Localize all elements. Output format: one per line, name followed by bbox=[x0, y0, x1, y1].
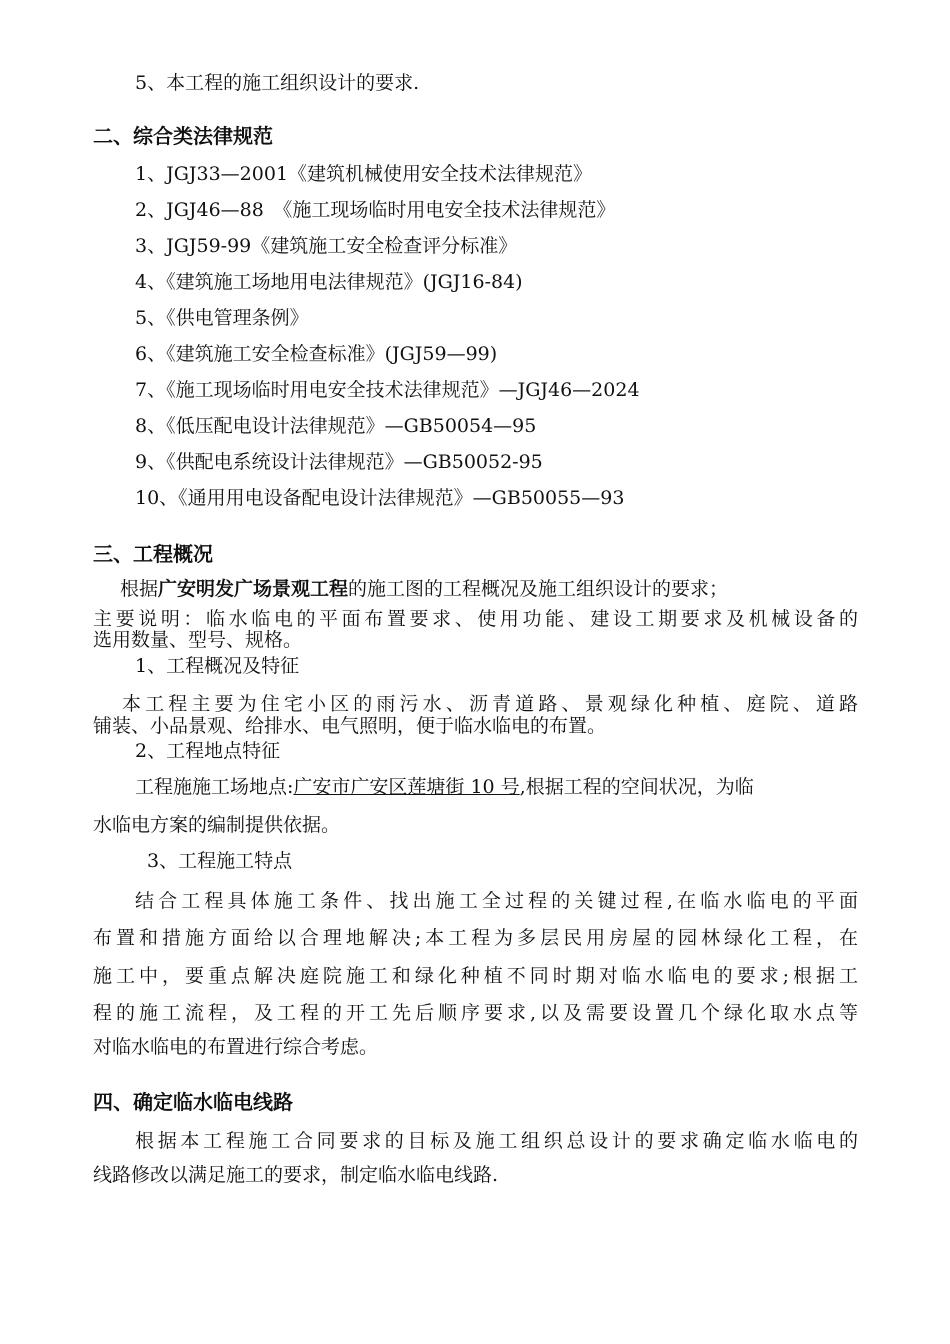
section-2-heading: 二、综合类法律规范 bbox=[93, 124, 273, 148]
section-3-heading: 三、工程概况 bbox=[93, 542, 213, 566]
law-item: 4、《建筑施工场地用电法律规范》(JGJ16-84) bbox=[135, 271, 523, 293]
subsection-1-line-2: 铺装、小品景观、给排水、电气照明，便于临水临电的布置。 bbox=[93, 715, 607, 737]
subsection-3-line: 施工中，要重点解决庭院施工和绿化种植不同时期对临水临电的要求;根据工 bbox=[93, 965, 858, 987]
overview-prefix: 根据 bbox=[120, 578, 159, 600]
overview-suffix: 的施工图的工程概况及施工组织设计的要求； bbox=[348, 578, 729, 600]
overview-paragraph-line-3: 选用数量、型号、规格。 bbox=[93, 629, 303, 651]
overview-paragraph-line-1 bbox=[120, 578, 728, 601]
site-address: 广安市广安区莲塘街 10 号 bbox=[293, 776, 520, 798]
law-item: 9、《供配电系统设计法律规范》—GB50052-95 bbox=[135, 451, 543, 473]
law-item: 3、JGJ59-99《建筑施工安全检查评分标准》 bbox=[135, 235, 518, 257]
section-4-heading: 四、确定临水临电线路 bbox=[93, 1090, 293, 1114]
law-item: 5、《供电管理条例》 bbox=[135, 307, 309, 329]
subsection-3-line: 对临水临电的布置进行综合考虑。 bbox=[93, 1036, 379, 1058]
subsection-2-line-2: 水临电方案的编制提供依据。 bbox=[93, 814, 341, 836]
subsection-3-line: 结合工程具体施工条件、找出施工全过程的关键过程,在临水临电的平面 bbox=[135, 890, 858, 912]
law-item: 2、JGJ46—88 《施工现场临时用电安全技术法律规范》 bbox=[135, 199, 616, 221]
overview-paragraph-line-2: 主要说明：临水临电的平面布置要求、使用功能、建设工期要求及机械设备的 bbox=[93, 608, 858, 630]
law-item: 8、《低压配电设计法律规范》—GB50054—95 bbox=[135, 415, 537, 437]
subsection-2-title: 2、工程地点特征 bbox=[135, 740, 281, 762]
site-suffix: ,根据工程的空间状况，为临 bbox=[519, 776, 754, 798]
subsection-3-title: 3、工程施工特点 bbox=[147, 850, 293, 872]
law-item: 10、《通用用电设备配电设计法律规范》—GB50055—93 bbox=[135, 487, 625, 509]
law-item: 6、《建筑施工安全检查标准》(JGJ59—99) bbox=[135, 343, 498, 365]
site-prefix: 工程施施工场地点: bbox=[135, 776, 294, 798]
subsection-3-line: 程的施工流程，及工程的开工先后顺序要求,以及需要设置几个绿化取水点等 bbox=[93, 1002, 858, 1024]
section-4-line-2: 线路修改以满足施工的要求，制定临水临电线路. bbox=[93, 1164, 499, 1186]
project-name: 广安明发广场景观工程 bbox=[158, 578, 349, 600]
intro-item-5: 5、本工程的施工组织设计的要求. bbox=[135, 72, 420, 94]
law-item: 1、JGJ33—2001《建筑机械使用安全技术法律规范》 bbox=[135, 163, 593, 185]
subsection-1-title: 1、工程概况及特征 bbox=[135, 655, 300, 677]
subsection-3-line: 布置和措施方面给以合理地解决;本工程为多层民用房屋的园林绿化工程，在 bbox=[93, 927, 858, 949]
section-4-line-1: 根据本工程施工合同要求的目标及施工组织总设计的要求确定临水临电的 bbox=[135, 1130, 858, 1152]
law-item: 7、《施工现场临时用电安全技术法律规范》—JGJ46—2024 bbox=[135, 379, 640, 401]
subsection-2-line-1 bbox=[135, 776, 754, 799]
subsection-1-line-1: 本工程主要为住宅小区的雨污水、沥青道路、景观绿化种植、庭院、道路 bbox=[122, 693, 858, 715]
